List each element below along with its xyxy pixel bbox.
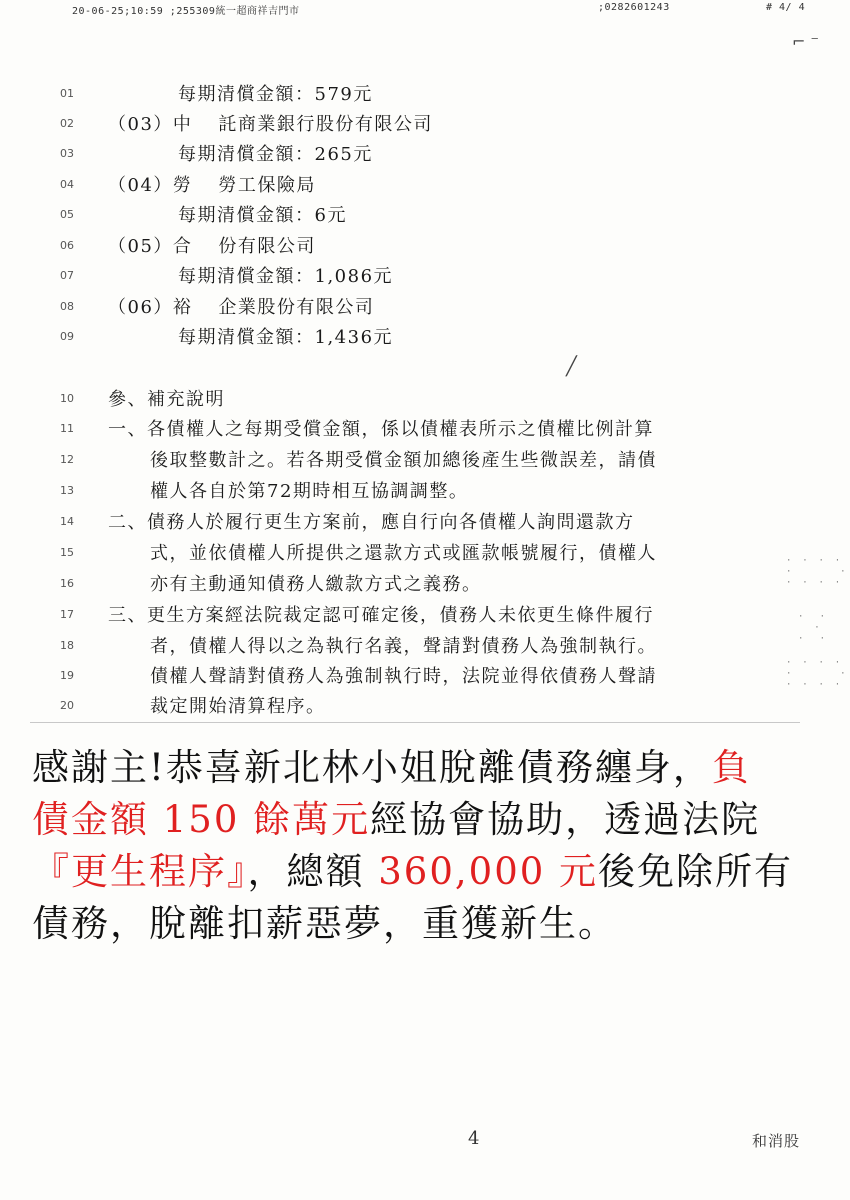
line-number: 09 [60,330,74,343]
line-text [108,110,433,140]
doc-line [0,323,850,353]
scan-mark-icon: ╱ [566,356,577,377]
doc-line [0,385,850,415]
doc-line [0,140,850,170]
line-text: 一、各債權人之每期受償金額，係以債權表所示之債權比例計算 [108,419,654,440]
doc-line [0,171,850,201]
scan-dots-icon: · · · · · · · · · · [786,556,846,588]
line-number: 11 [60,422,74,435]
doc-line [0,415,850,445]
creditor-name: 企業股份有限公司 [218,297,375,318]
testimony-line [32,846,802,898]
line-number: 05 [60,208,74,221]
testimony-highlight: 『更生程序』 [32,850,248,893]
line-text: 亦有主動通知債務人繳款方式之義務。 [150,574,482,595]
line-text: 裁定開始清算程序。 [150,696,326,717]
footer-signature: 和消股 [752,1132,801,1150]
testimony-banner [32,742,802,950]
line-number: 16 [60,577,74,590]
fax-number: ;0282601243 [598,2,670,13]
line-number: 20 [60,699,74,712]
redaction-mask [192,238,218,254]
line-number: 15 [60,546,74,559]
line-text: 每期清償金額：1,086元 [178,266,394,287]
scan-dots-icon: · · · · · · · · · · [786,658,846,690]
creditor-name: 勞工保險局 [218,175,316,196]
doc-line [0,80,850,110]
doc-line [0,110,850,140]
scan-dots-icon: · · · · · [798,612,826,644]
line-number: 13 [60,484,74,497]
doc-line [0,692,850,722]
fax-page-counter: # 4/ 4 [766,2,806,13]
doc-line [0,570,850,600]
line-text: 式，並依債權人所提供之還款方式或匯款帳號履行，債權人 [150,543,657,564]
line-text: 每期清償金額：265元 [178,144,373,165]
line-text [108,293,374,323]
section-heading: 參、補充說明 [108,389,225,410]
doc-line [0,539,850,569]
doc-line [0,446,850,476]
line-text: 每期清償金額：1,436元 [178,327,394,348]
line-text: 債權人聲請對債務人為強制執行時，法院並得依債務人聲請 [150,666,657,687]
doc-line [0,232,850,262]
redaction-mask [192,177,218,193]
line-text [108,232,316,262]
doc-line [0,262,850,292]
fax-header [0,2,850,16]
line-text: 後取整數計之。若各期受償金額加總後產生些微誤差，請債 [150,450,657,471]
page-number: 4 [468,1128,480,1149]
testimony-highlight: 負 [711,746,751,789]
testimony-text: 後免除所有 [598,850,794,893]
redaction-mask [192,299,218,315]
line-text: 三、更生方案經法院裁定認可確定後，債務人未依更生條件履行 [108,605,654,626]
line-number: 10 [60,392,74,405]
testimony-text: 經協會協助，透過法院 [370,798,761,841]
section-divider [30,722,800,723]
creditor-name: 託商業銀行股份有限公司 [218,114,433,135]
line-number: 01 [60,87,74,100]
doc-line [0,201,850,231]
doc-line [0,477,850,507]
testimony-line [32,794,802,846]
doc-line [0,293,850,323]
creditor-label: （03）中 [108,114,193,135]
line-number: 07 [60,269,74,282]
testimony-text: 感謝主!恭喜新北林小姐脫離債務纏身， [32,746,712,789]
doc-line [0,662,850,692]
creditor-label: （04）勞 [108,175,193,196]
line-text: 二、債務人於履行更生方案前，應自行向各債權人詢問還款方 [108,512,635,533]
redaction-mask [192,116,218,132]
line-number: 14 [60,515,74,528]
doc-line [0,632,850,662]
line-number: 19 [60,669,74,682]
testimony-text: 債務，脫離扣薪惡夢，重獲新生。 [32,902,617,945]
line-number: 04 [60,178,74,191]
testimony-line [32,742,802,794]
line-number: 12 [60,453,74,466]
fax-sender-info: 20-06-25;10:59 ;255309統一超商祥吉門市 [72,6,300,17]
line-text: 權人各自於第72期時相互協調調整。 [150,481,469,502]
testimony-text: ，總額 [247,850,379,893]
doc-line [0,601,850,631]
creditor-label: （05）合 [108,236,193,257]
line-text: 每期清償金額：579元 [178,84,373,105]
line-number: 18 [60,639,74,652]
line-number: 08 [60,300,74,313]
line-text [108,171,316,201]
line-number: 02 [60,117,74,130]
testimony-highlight: 債金額 150 餘萬元 [32,798,371,841]
line-text: 者，債權人得以之為執行名義，聲請對債務人為強制執行。 [150,636,657,657]
scan-mark-icon: ⌐ ⁻ [792,32,819,51]
line-number: 17 [60,608,74,621]
testimony-line [32,898,802,950]
line-number: 06 [60,239,74,252]
creditor-name: 份有限公司 [218,236,316,257]
testimony-highlight: 360,000 元 [378,850,599,893]
doc-line [0,508,850,538]
line-text: 每期清償金額：6元 [178,205,347,226]
line-number: 03 [60,147,74,160]
creditor-label: （06）裕 [108,297,193,318]
